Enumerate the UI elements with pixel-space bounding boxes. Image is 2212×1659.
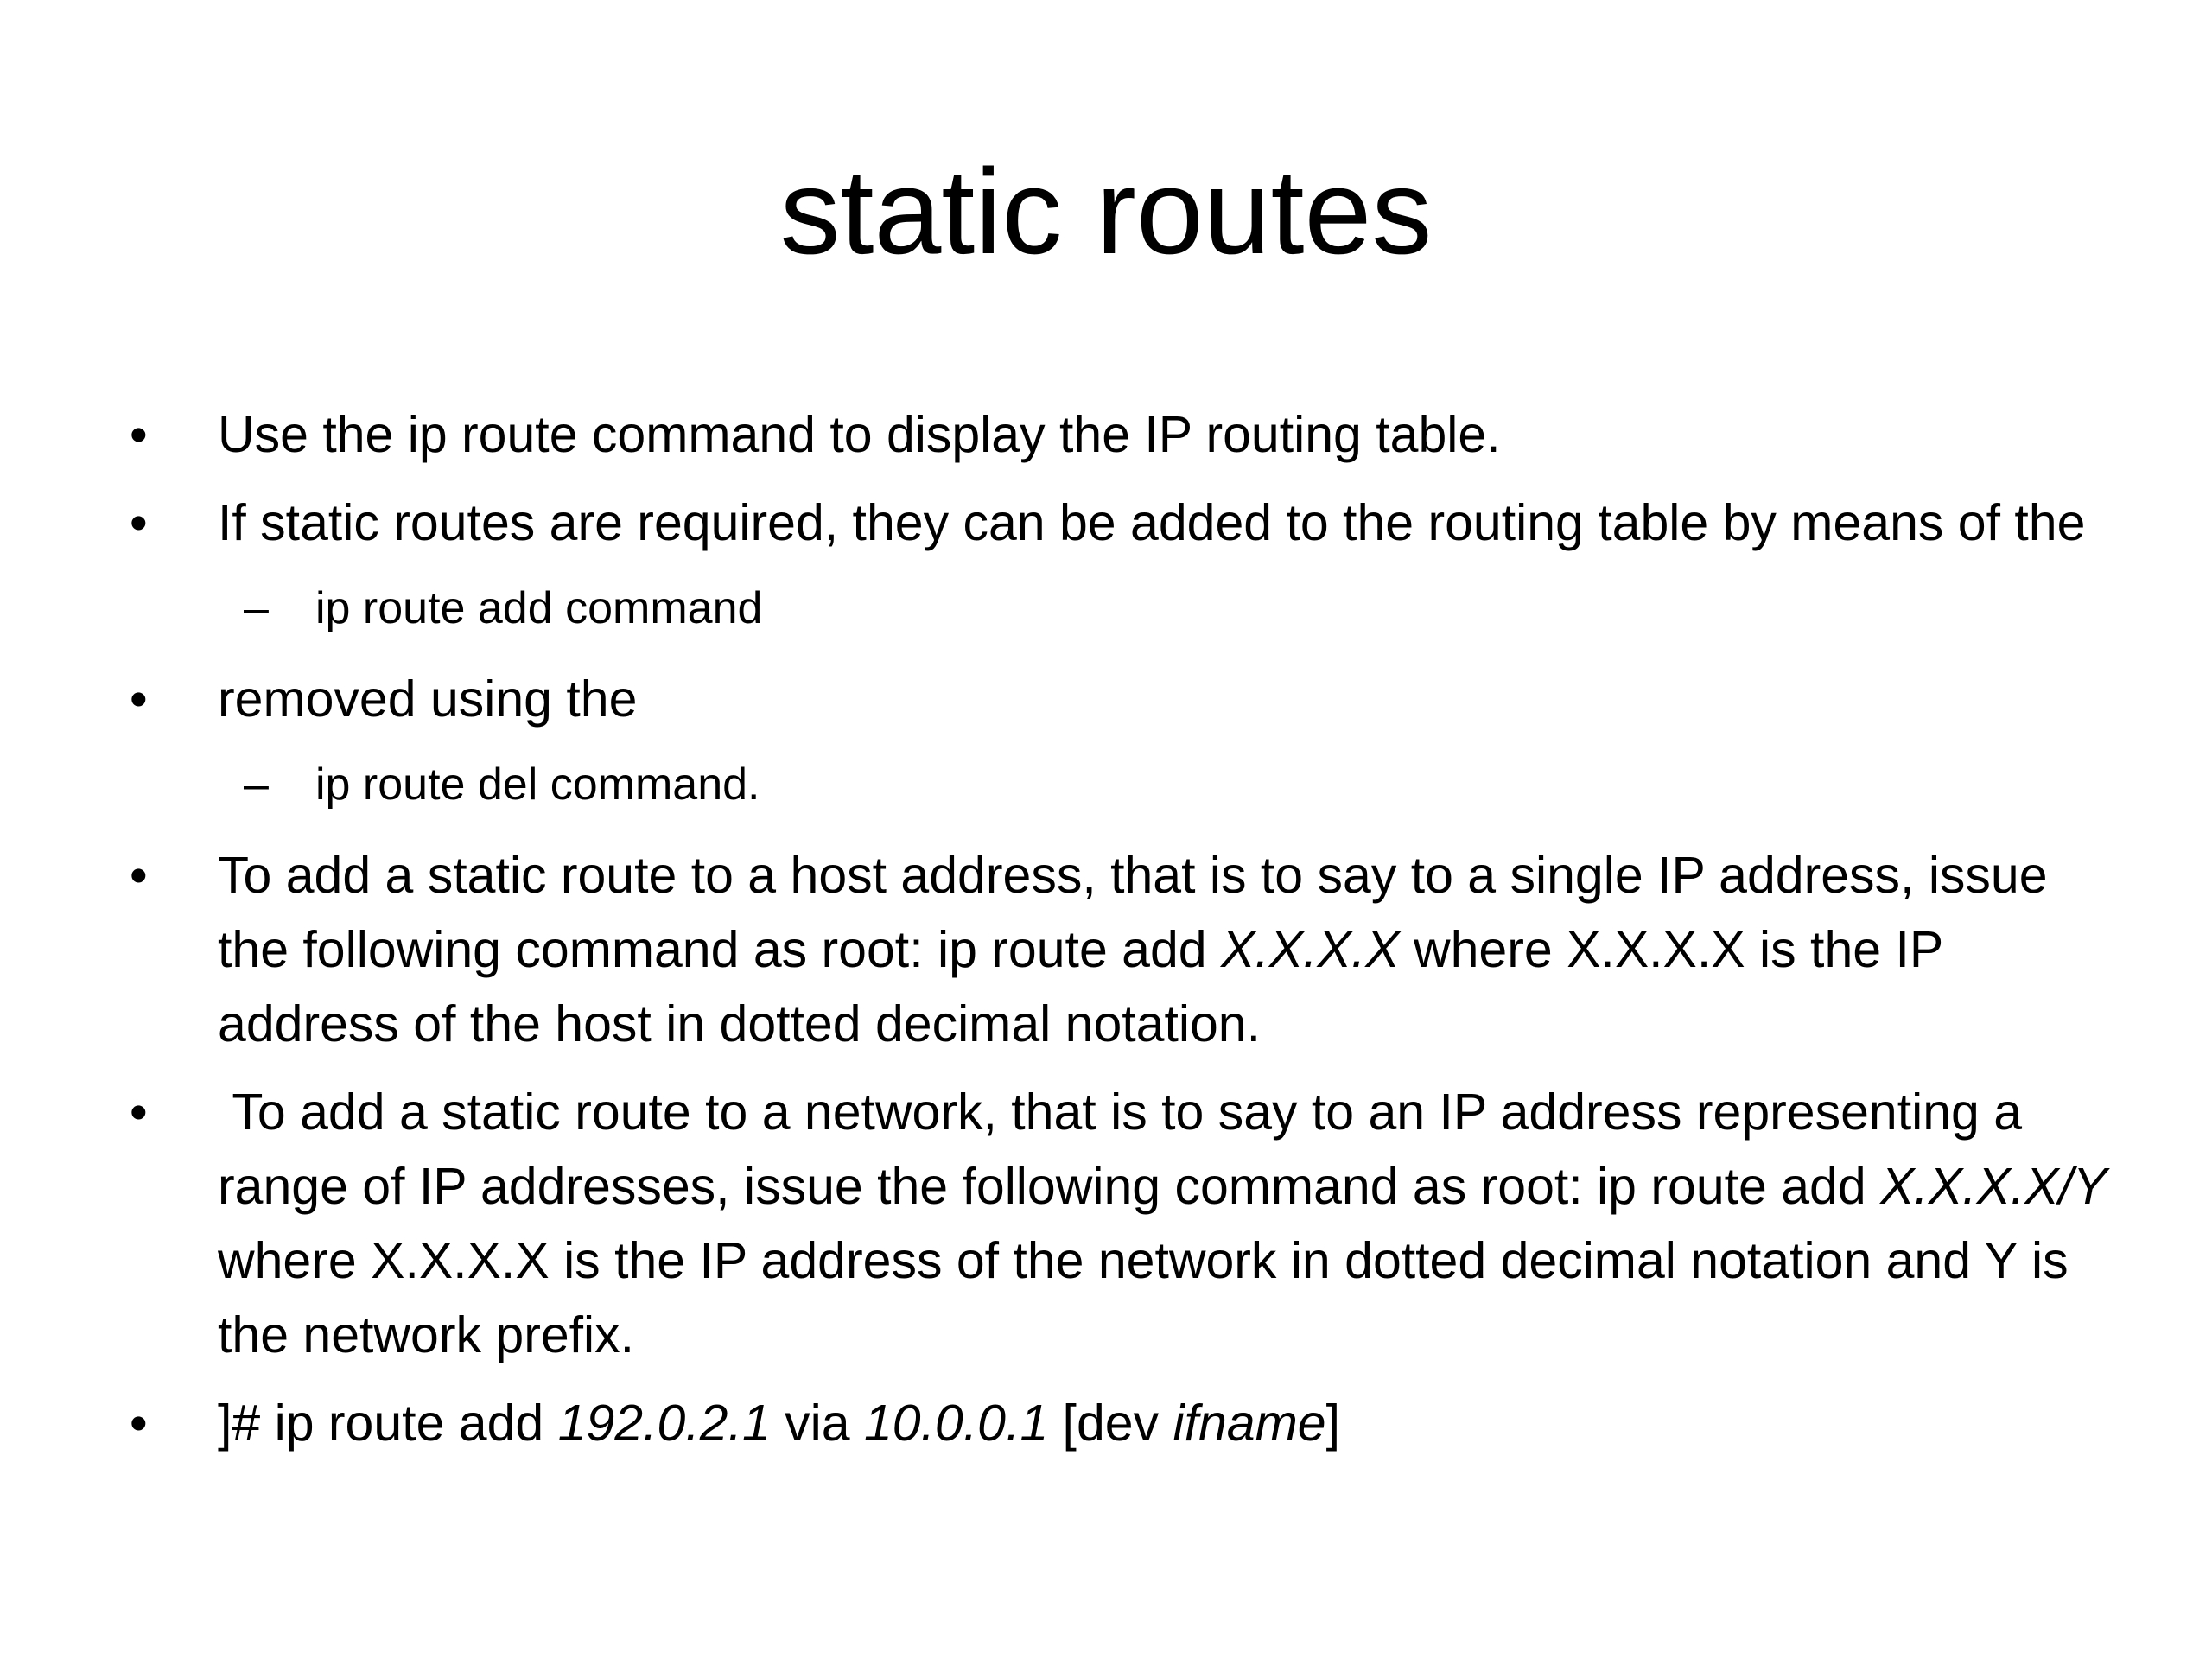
bullet-item: [130, 1386, 2117, 1460]
sub-bullet-item: [130, 750, 2117, 819]
bullet-text: If static routes are required, they can be added to the routing table by means of the: [218, 494, 2086, 551]
text-run: where X.X.X.X is the IP address of the network in dotted decimal notation and Y is the network prefix.: [218, 1232, 2069, 1363]
bullet-text: Use the ip route command to display the IP routing table.: [218, 406, 1501, 463]
sub-bullet-text: ip route add command: [315, 583, 763, 633]
text-run: where X.X.X.X is the IP address of the host in dotted decimal notation.: [218, 921, 1943, 1052]
slide-content: [130, 397, 2117, 1474]
bullet-text: [218, 1395, 1340, 1452]
bullet-text: removed using the: [218, 671, 638, 728]
italic-text: X.X.X.X: [1221, 921, 1400, 978]
bullet-marker: •: [130, 671, 148, 728]
bullet-item: [130, 1075, 2117, 1372]
sub-bullet-item: [130, 574, 2117, 643]
italic-text: 10.0.0.1: [863, 1395, 1049, 1452]
bullet-item: [130, 662, 2117, 736]
bullet-marker: •: [130, 406, 148, 463]
text-run: ]: [1325, 1395, 1340, 1452]
sub-bullet-text: ip route del command.: [315, 760, 760, 810]
sub-bullet-marker: –: [244, 583, 269, 633]
text-run: To add a static route to a host address, that is to say to a single IP address, issue the following command as root: ip route add: [218, 847, 2048, 978]
text-run: ]# ip route add: [218, 1395, 558, 1452]
bullet-item: [130, 838, 2117, 1061]
italic-text: X.X.X.X/Y: [1880, 1158, 2107, 1215]
bullet-text: [218, 847, 2048, 1052]
bullet-text: [218, 1084, 2107, 1363]
text-run: [dev: [1048, 1395, 1173, 1452]
text-run: To add a static route to a network, that is to say to an IP address representing a range of IP addresses, issue the following command as root: ip route add: [218, 1084, 2037, 1215]
bullet-marker: •: [130, 1084, 148, 1141]
text-run: via: [770, 1395, 864, 1452]
bullet-marker: •: [130, 494, 148, 551]
italic-text: 192.0.2.1: [557, 1395, 771, 1452]
italic-text: ifname: [1173, 1395, 1326, 1452]
slide-title: static routes: [779, 143, 1433, 279]
bullet-marker: •: [130, 1395, 148, 1452]
bullet-marker: •: [130, 847, 148, 904]
sub-bullet-marker: –: [244, 760, 269, 810]
bullet-item: [130, 486, 2117, 560]
bullet-item: [130, 397, 2117, 472]
